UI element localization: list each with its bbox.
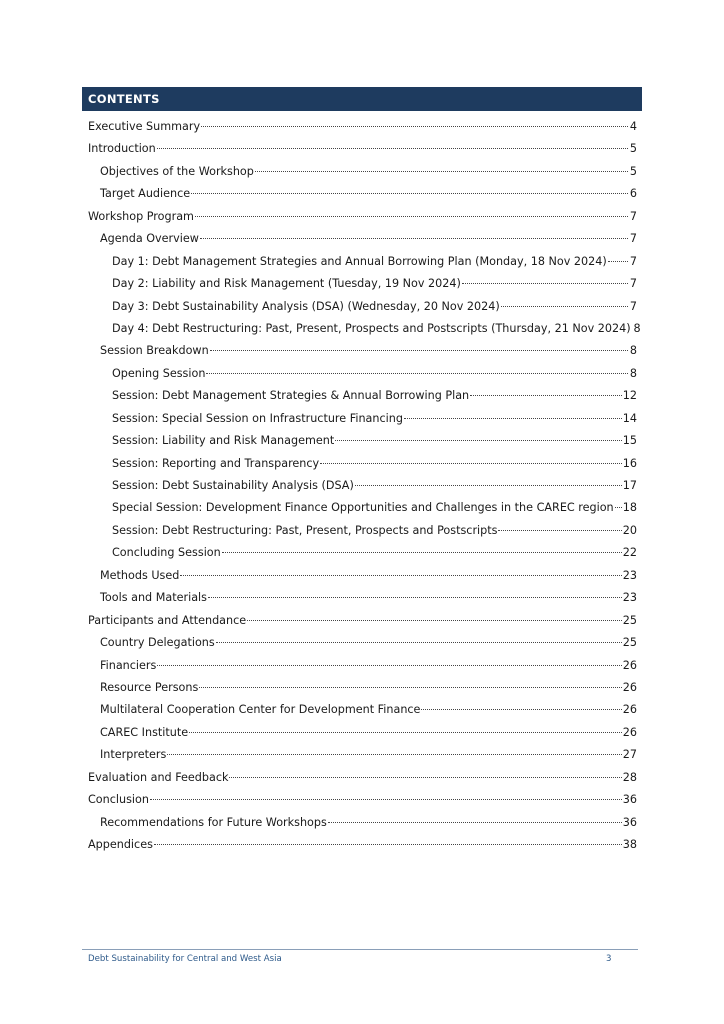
- toc-entry[interactable]: [88, 273, 637, 295]
- toc-entry-page: 7: [629, 299, 637, 313]
- toc-entry-title: Resource Persons: [100, 680, 199, 694]
- toc-entry-title: Participants and Attendance: [88, 613, 247, 627]
- toc-entry-title: Target Audience: [100, 187, 191, 201]
- toc-entry[interactable]: [88, 340, 637, 362]
- toc-entry[interactable]: [88, 363, 637, 385]
- toc-entry[interactable]: [88, 408, 637, 430]
- toc-dot-leader: [210, 350, 628, 351]
- toc-entry[interactable]: [88, 610, 637, 632]
- toc-entry[interactable]: [88, 475, 637, 497]
- toc-entry-title: Session: Debt Sustainability Analysis (DSA): [112, 479, 354, 492]
- toc-entry-title: Session: Special Session on Infrastructure Financing: [112, 411, 403, 425]
- toc-entry[interactable]: [88, 296, 637, 318]
- toc-dot-leader: [355, 485, 622, 486]
- table-of-contents: [88, 116, 641, 856]
- toc-entry-title: Concluding Session: [112, 546, 221, 560]
- toc-entry-page: 8: [629, 366, 637, 380]
- toc-dot-leader: [501, 306, 628, 307]
- toc-dot-leader: [200, 238, 628, 239]
- toc-dot-leader: [404, 418, 622, 419]
- toc-entry-title: Session Breakdown: [100, 344, 209, 358]
- toc-entry-title: Executive Summary: [88, 120, 201, 133]
- toc-entry-title: Day 2: Liability and Risk Management (Tuesday, 19 Nov 2024): [112, 277, 461, 291]
- toc-entry-title: Objectives of the Workshop: [100, 164, 254, 178]
- toc-dot-leader: [208, 597, 622, 598]
- contents-heading: CONTENTS: [88, 92, 160, 106]
- toc-entry[interactable]: [88, 744, 637, 766]
- toc-entry-page: 7: [629, 209, 637, 223]
- toc-entry-title: Session: Liability and Risk Management: [112, 434, 335, 448]
- toc-entry-title: Workshop Program: [88, 209, 194, 223]
- toc-entry-page: 7: [629, 277, 637, 291]
- toc-dot-leader: [206, 373, 628, 374]
- toc-entry[interactable]: [88, 228, 637, 250]
- toc-entry-page: 26: [622, 658, 637, 672]
- toc-dot-leader: [470, 395, 622, 396]
- toc-entry-title: CAREC Institute: [100, 725, 189, 739]
- toc-entry-page: 16: [622, 456, 637, 470]
- toc-entry-page: 14: [622, 411, 637, 425]
- toc-entry-page: 36: [622, 815, 637, 829]
- toc-entry-page: 22: [622, 546, 637, 560]
- toc-entry-page: 5: [629, 142, 637, 156]
- toc-entry-page: 38: [622, 838, 637, 851]
- toc-entry-page: 36: [622, 793, 637, 807]
- toc-dot-leader: [167, 754, 621, 755]
- toc-dot-leader: [157, 665, 621, 666]
- toc-entry[interactable]: [88, 161, 637, 183]
- toc-entry[interactable]: [88, 497, 637, 519]
- footer-document-title: Debt Sustainability for Central and West Asia: [88, 954, 282, 964]
- toc-dot-leader: [157, 148, 628, 149]
- toc-entry-title: Methods Used: [100, 568, 180, 582]
- toc-entry-page: 26: [622, 725, 637, 739]
- toc-dot-leader: [189, 732, 622, 733]
- toc-entry-title: Agenda Overview: [100, 232, 199, 246]
- toc-entry[interactable]: [88, 116, 637, 138]
- toc-dot-leader: [335, 440, 622, 441]
- toc-entry-title: Multilateral Cooperation Center for Development Finance: [100, 703, 421, 717]
- toc-entry[interactable]: [88, 183, 637, 205]
- toc-entry-title: Special Session: Development Finance Opportunities and Challenges in the CAREC region: [112, 501, 614, 515]
- toc-entry-title: Session: Debt Management Strategies & Annual Borrowing Plan: [112, 389, 470, 403]
- footer-page-number: 3: [606, 954, 612, 964]
- toc-entry-title: Day 4: Debt Restructuring: Past, Present, Prospects and Postscripts (Thursday, 21 Nov 2024): [112, 321, 631, 335]
- toc-entry-title: Financiers: [100, 658, 157, 672]
- toc-dot-leader: [615, 507, 622, 508]
- toc-entry-page: 28: [622, 770, 637, 784]
- toc-entry-page: 26: [622, 703, 637, 717]
- toc-entry[interactable]: [88, 251, 637, 273]
- toc-entry-page: 18: [622, 501, 637, 515]
- toc-dot-leader: [216, 642, 622, 643]
- toc-dot-leader: [247, 620, 622, 621]
- toc-entry-page: 15: [622, 434, 637, 448]
- toc-entry[interactable]: [88, 138, 637, 160]
- toc-entry-title: Tools and Materials: [100, 591, 207, 605]
- toc-entry-title: Recommendations for Future Workshops: [100, 815, 327, 829]
- toc-entry[interactable]: [88, 632, 637, 654]
- toc-entry[interactable]: [88, 318, 641, 340]
- toc-entry[interactable]: [88, 587, 637, 609]
- toc-dot-leader: [498, 530, 621, 531]
- toc-dot-leader: [328, 822, 622, 823]
- toc-entry[interactable]: [88, 812, 637, 834]
- toc-entry-page: 27: [622, 748, 637, 762]
- toc-dot-leader: [154, 844, 622, 845]
- toc-entry-title: Day 3: Debt Sustainability Analysis (DSA) (Wednesday, 20 Nov 2024): [112, 299, 500, 313]
- toc-entry-title: Session: Debt Restructuring: Past, Present, Prospects and Postscripts: [112, 523, 498, 537]
- toc-entry[interactable]: [88, 655, 637, 677]
- toc-entry-page: 12: [622, 389, 637, 403]
- toc-entry[interactable]: [88, 789, 637, 811]
- toc-entry[interactable]: [88, 385, 637, 407]
- toc-entry-title: Country Delegations: [100, 636, 215, 650]
- toc-entry-page: 6: [629, 187, 637, 201]
- toc-entry-page: 5: [629, 164, 637, 178]
- toc-entry-page: 25: [622, 636, 637, 650]
- toc-entry-page: 25: [622, 613, 637, 627]
- toc-entry[interactable]: [88, 430, 637, 452]
- toc-dot-leader: [421, 709, 621, 710]
- toc-entry-title: Evaluation and Feedback: [88, 770, 229, 784]
- contents-heading-bar: [82, 87, 642, 111]
- toc-entry-title: Opening Session: [112, 366, 206, 380]
- toc-dot-leader: [255, 171, 628, 172]
- toc-dot-leader: [222, 552, 622, 553]
- toc-entry-page: 20: [622, 523, 637, 537]
- toc-dot-leader: [320, 463, 622, 464]
- toc-entry-page: 17: [622, 479, 637, 492]
- toc-entry-title: Session: Reporting and Transparency: [112, 456, 320, 470]
- toc-entry[interactable]: [88, 722, 637, 744]
- toc-entry-title: Introduction: [88, 142, 156, 156]
- toc-entry-page: 26: [622, 680, 637, 694]
- toc-entry-title: Interpreters: [100, 748, 167, 762]
- footer-divider: [82, 949, 638, 950]
- toc-dot-leader: [150, 799, 622, 800]
- toc-entry[interactable]: [88, 565, 637, 587]
- toc-dot-leader: [199, 687, 621, 688]
- toc-entry-title: Appendices: [88, 838, 153, 851]
- toc-entry[interactable]: [88, 699, 637, 721]
- toc-dot-leader: [229, 777, 621, 778]
- toc-entry[interactable]: [88, 453, 637, 475]
- toc-entry[interactable]: [88, 542, 637, 564]
- toc-dot-leader: [195, 216, 628, 217]
- toc-entry-page: 8: [633, 321, 641, 335]
- toc-entry[interactable]: [88, 767, 637, 789]
- toc-dot-leader: [608, 261, 628, 262]
- toc-entry-page: 7: [629, 254, 637, 268]
- toc-dot-leader: [191, 193, 628, 194]
- toc-entry-title: Day 1: Debt Management Strategies and Annual Borrowing Plan (Monday, 18 Nov 2024): [112, 254, 607, 268]
- toc-dot-leader: [180, 575, 621, 576]
- toc-entry-page: 23: [622, 591, 637, 605]
- toc-entry[interactable]: [88, 206, 637, 228]
- toc-dot-leader: [462, 283, 628, 284]
- toc-entry-title: Conclusion: [88, 793, 149, 807]
- toc-entry[interactable]: [88, 677, 637, 699]
- toc-entry-page: 7: [629, 232, 637, 246]
- toc-entry-page: 23: [622, 568, 637, 582]
- toc-entry[interactable]: [88, 834, 637, 856]
- toc-entry[interactable]: [88, 520, 637, 542]
- toc-entry-page: 8: [629, 344, 637, 358]
- toc-entry-page: 4: [629, 120, 637, 133]
- toc-dot-leader: [201, 126, 628, 127]
